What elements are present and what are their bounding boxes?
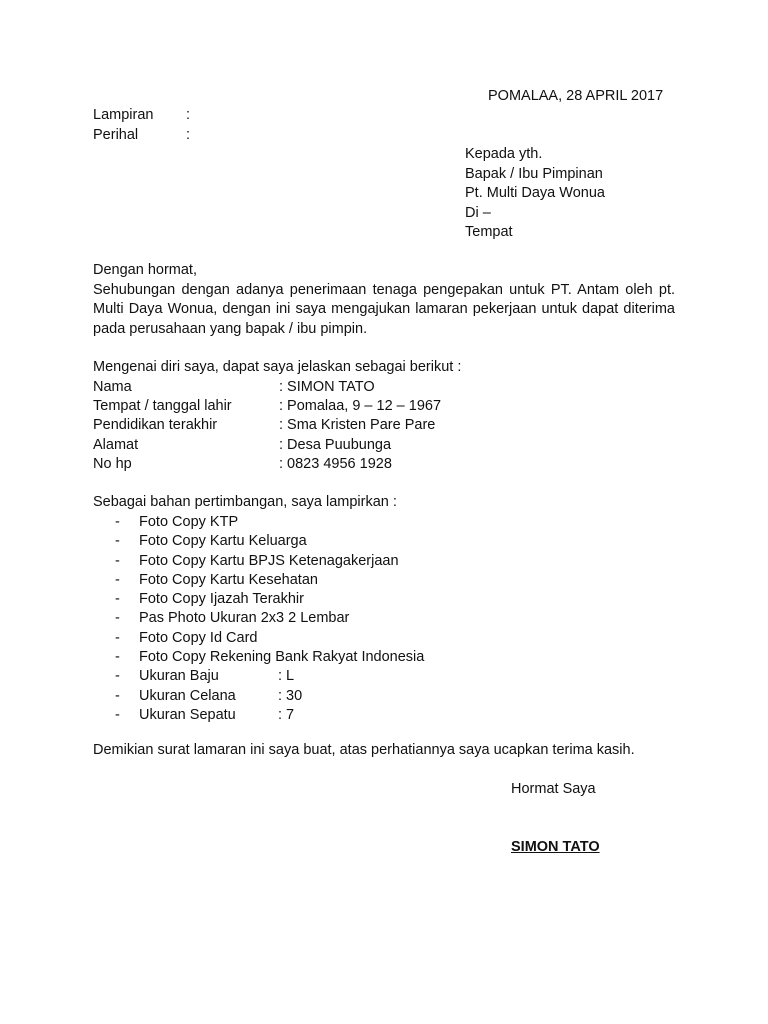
meta-row-lampiran xyxy=(93,106,190,126)
bullet-dash: - xyxy=(115,591,120,608)
list-item xyxy=(93,687,675,706)
attachment-value: : 30 xyxy=(278,687,303,704)
list-item xyxy=(93,629,675,648)
attachment-list xyxy=(93,513,675,725)
meta-row-perihal xyxy=(93,126,190,146)
list-item xyxy=(93,571,675,590)
attachment-text: Pas Photo Ukuran 2x3 2 Lembar xyxy=(139,610,350,627)
personal-row-birth xyxy=(93,397,675,416)
attachment-text: Foto Copy KTP xyxy=(139,513,239,530)
attachments-intro: Sebagai bahan pertimbangan, saya lampirkan : xyxy=(93,494,397,511)
list-item xyxy=(93,590,675,609)
personal-label: Alamat xyxy=(93,436,139,453)
recipient-line: Tempat xyxy=(465,224,513,240)
bullet-dash: - xyxy=(115,513,120,530)
attachment-value: : L xyxy=(278,668,295,685)
personal-row-education xyxy=(93,416,675,435)
personal-row-address xyxy=(93,436,675,455)
attachment-text: Foto Copy Kartu BPJS Ketenagakerjaan xyxy=(139,552,399,569)
personal-value: : 0823 4956 1928 xyxy=(279,456,392,473)
bullet-dash: - xyxy=(115,571,120,588)
greeting: Dengan hormat, xyxy=(93,262,197,278)
bullet-dash: - xyxy=(115,610,120,627)
attachment-text: Foto Copy Id Card xyxy=(139,629,258,646)
recipient-address xyxy=(465,145,605,243)
letter-body xyxy=(93,261,675,725)
personal-value: : Sma Kristen Pare Pare xyxy=(279,417,436,434)
recipient-line: Bapak / Ibu Pimpinan xyxy=(465,165,603,182)
recipient-line: Pt. Multi Daya Wonua xyxy=(465,185,605,201)
meta-label: Lampiran xyxy=(93,107,154,123)
bullet-dash: - xyxy=(115,629,120,646)
attachment-text: Ukuran Baju xyxy=(139,668,219,685)
bullet-dash: - xyxy=(115,687,120,704)
personal-value: : SIMON TATO xyxy=(279,378,375,395)
bullet-dash: - xyxy=(115,706,120,723)
personal-intro: Mengenai diri saya, dapat saya jelaskan sebagai berikut : xyxy=(93,359,462,375)
list-item xyxy=(93,532,675,551)
bullet-dash: - xyxy=(115,649,120,666)
regards: Hormat Saya xyxy=(511,781,596,797)
bullet-dash: - xyxy=(115,533,120,550)
list-item xyxy=(93,609,675,628)
attachment-text: Foto Copy Kartu Kesehatan xyxy=(139,571,318,588)
meta-label: Perihal xyxy=(93,126,139,143)
signatory-name: SIMON TATO xyxy=(511,839,600,855)
place-date: POMALAA, 28 APRIL 2017 xyxy=(488,88,664,104)
meta-separator: : xyxy=(186,126,191,143)
attachment-text: Foto Copy Ijazah Terakhir xyxy=(139,591,304,608)
letter-meta xyxy=(93,106,190,145)
list-item xyxy=(93,552,675,571)
bullet-dash: - xyxy=(115,552,120,569)
personal-label: No hp xyxy=(93,456,132,473)
attachment-text: Foto Copy Kartu Keluarga xyxy=(139,533,307,550)
list-item xyxy=(93,648,675,667)
closing-sentence: Demikian surat lamaran ini saya buat, atas perhatiannya saya ucapkan terima kasih. xyxy=(93,742,635,758)
list-item xyxy=(93,667,675,686)
list-item xyxy=(93,513,675,532)
attachment-text: Ukuran Sepatu xyxy=(139,706,236,723)
personal-value: : Desa Puubunga xyxy=(279,436,392,453)
personal-row-phone xyxy=(93,455,675,474)
intro-paragraph: Sehubungan dengan adanya penerimaan tenaga pengepakan untuk PT. Antam oleh pt. Multi Daya Wonua, dengan ini saya mengajukan lamaran pekerjaan untuk dapat diterima pada perusahaan yang bapak / ibu pimpin. xyxy=(93,281,675,337)
bullet-dash: - xyxy=(115,668,120,685)
personal-label: Pendidikan terakhir xyxy=(93,417,218,434)
attachment-text: Ukuran Celana xyxy=(139,687,236,704)
meta-separator: : xyxy=(186,107,191,123)
attachment-text: Foto Copy Rekening Bank Rakyat Indonesia xyxy=(139,649,425,666)
recipient-line: Kepada yth. xyxy=(465,146,543,162)
personal-label: Nama xyxy=(93,378,132,395)
personal-label: Tempat / tanggal lahir xyxy=(93,397,232,414)
personal-row-name xyxy=(93,378,675,397)
attachment-value: : 7 xyxy=(278,706,295,723)
recipient-line: Di – xyxy=(465,204,491,221)
personal-value: : Pomalaa, 9 – 12 – 1967 xyxy=(279,397,442,414)
list-item xyxy=(93,706,675,725)
